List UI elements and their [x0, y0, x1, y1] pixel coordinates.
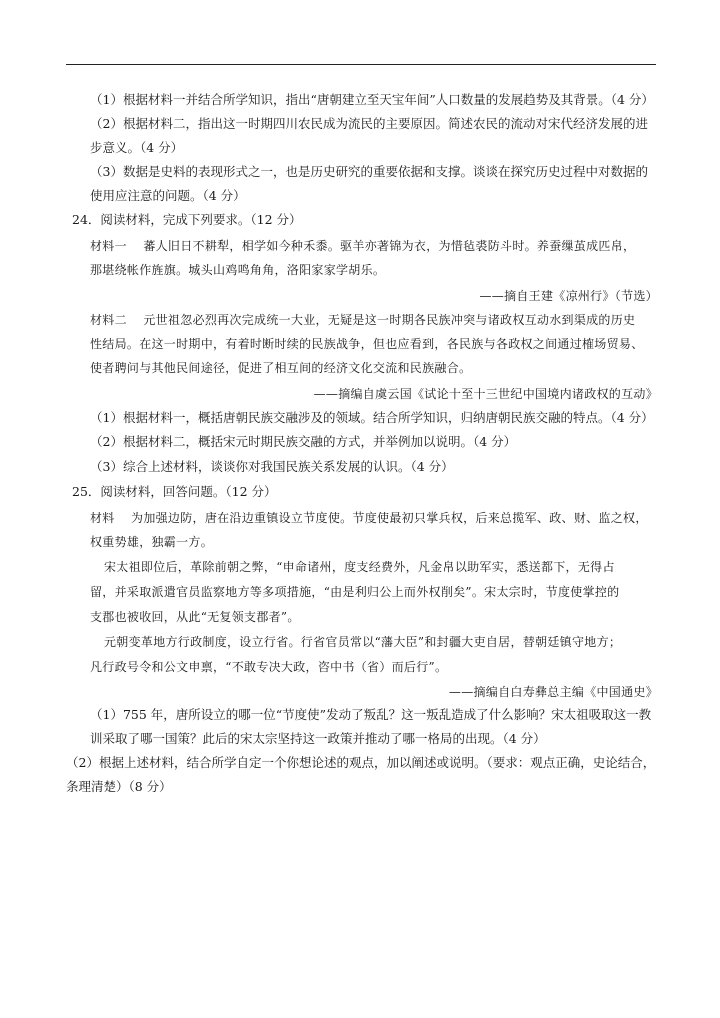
- q25-material-source: ——摘编自白寿彝总主编《中国通史》: [448, 685, 658, 699]
- q25-para2-line3: 支郡也被收回，从此“无复领支郡者”。: [90, 610, 300, 624]
- q25-sub1-line2: 训采取了哪一国策？此后的宋太宗坚持这一政策并推动了哪一格局的出现。（4 分）: [90, 731, 546, 746]
- q25-sub2-line2: 条理清楚）（8 分）: [66, 779, 172, 794]
- header-rule: [66, 64, 656, 65]
- q25-sub1-line1: （1）755 年，唐所设立的哪一位“节度使”发动了叛乱？这一叛乱造成了什么影响？宋太祖吸取这一教: [90, 707, 652, 722]
- q25-para3-line2: 凡行政号令和公文申禀，“不敢专决大政，咨中书（省）而后行”。: [90, 660, 448, 674]
- q25-sub2-line1: （2）根据上述材料，结合所学自定一个你想论述的观点，加以阐述或说明。（要求：观点正确，史论结合，: [66, 755, 656, 770]
- q24-material2-line1: 材料二 元世祖忽必烈再次完成统一大业，无疑是这一时期各民族冲突与诸政权互动水到渠成的历史: [90, 313, 636, 327]
- q25-material-line1: 材料 为加强边防，唐在沿边重镇设立节度使。节度使最初只掌兵权，后来总揽军、政、财、监之权，: [90, 511, 648, 525]
- q24-material1-source: ——摘自王建《凉州行》（节选）: [479, 289, 658, 303]
- q24-sub3: （3）综合上述材料，谈谈你对我国民族关系发展的认识。（4 分）: [90, 459, 454, 474]
- q24-material1-line1: 材料一 蕃人旧日不耕犁，相学如今种禾黍。驱羊亦著锦为衣，为惜毡裘防斗时。养蚕缫茧成匹帛，: [90, 239, 636, 253]
- q25-para2-line2: 留，并采取派遣官员监察地方等多项措施，“由是利归公上而外权削矣”。宋太宗时，节度使掌控的: [90, 585, 620, 599]
- q24-material1-line2: 那堪绕帐作旌旗。城头山鸡鸣角角，洛阳家家学胡乐。: [90, 263, 386, 277]
- q24-sub1: （1）根据材料一，概括唐朝民族交融涉及的领域。结合所学知识，归纳唐朝民族交融的特点。（4 分）: [90, 410, 654, 425]
- q25-para2-line1: 宋太祖即位后，革除前朝之弊，“申命诸州，度支经费外，凡金帛以助军实，悉送都下，无得占: [104, 560, 615, 574]
- q24-material2-line3: 使者聘问与其他民间途径，促进了相互间的经济文化交流和民族融合。: [90, 361, 472, 375]
- q25-para3-line1: 元朝变革地方行政制度，设立行省。行省官员常以“藩大臣”和封疆大吏自居，替朝廷镇守地方；: [104, 635, 622, 649]
- q25-header: 25．阅读材料，回答问题。（12 分）: [72, 484, 277, 499]
- q23-sub3-line1: （3）数据是史料的表现形式之一，也是历史研究的重要依据和支撑。谈谈在探究历史过程中对数据的: [90, 164, 648, 179]
- q23-sub2-line1: （2）根据材料二，指出这一时期四川农民成为流民的主要原因。简述农民的流动对宋代经济发展的进: [90, 116, 648, 131]
- q24-header: 24．阅读材料，完成下列要求。（12 分）: [72, 212, 302, 227]
- q24-sub2: （2）根据材料二，概括宋元时期民族交融的方式，并举例加以说明。（4 分）: [90, 434, 517, 449]
- q25-material-line2: 权重势雄，独霸一方。: [90, 535, 214, 549]
- q23-sub3-line2: 使用应注意的问题。（4 分）: [90, 188, 246, 203]
- q24-material2-line2: 性结局。在这一时期中，有着时断时续的民族战争，但也应看到，各民族与各政权之间通过榷场贸易、: [90, 337, 644, 351]
- q24-material2-source: ——摘编自虞云国《试论十至十三世纪中国境内诸政权的互动》: [313, 387, 658, 401]
- q23-sub2-line2: 步意义。（4 分）: [90, 140, 184, 155]
- q23-sub1: （1）根据材料一并结合所学知识，指出“唐朝建立至天宝年间”人口数量的发展趋势及其背景。（4 分）: [90, 92, 654, 107]
